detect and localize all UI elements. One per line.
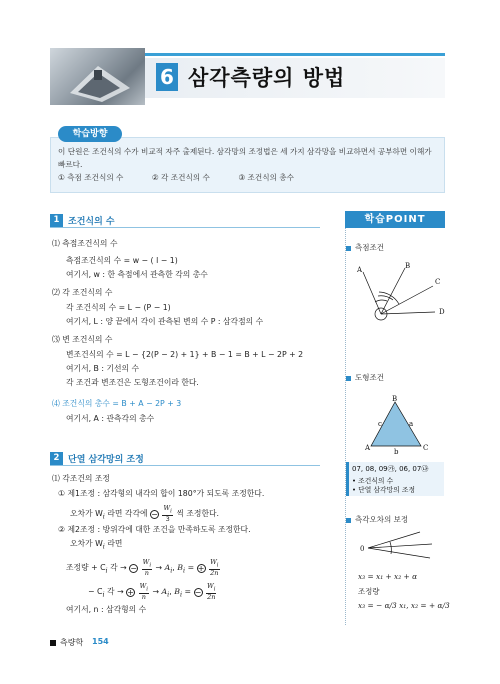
objective-item: ② 각 조건식의 수 [151,173,210,182]
chapter-number: 6 [156,63,178,91]
error-text: 오차가 W [70,539,103,548]
adjustment-label: 조정량 + C [66,563,106,573]
formula-note: 여기서, B : 기선의 수 [66,364,140,373]
error-formula: x₃ = − α/3 x₁, x₂ = + α/3 [358,601,450,610]
footer-page-number: 154 [92,637,109,646]
figure-point-label: A [357,266,363,274]
formula-side-condition: 변조건식의 수 = L − {2(P − 2) + 1} + B − 1 = B + L − 2P + 2 [66,350,304,359]
figure-origin-label: 0 [360,545,365,553]
formula-note: 각 조건과 변조건은 도형조건이라 한다. [66,378,199,387]
formula-angle-condition: 각 조건식의 수 = L − (P − 1) [66,303,171,312]
objective-item: ① 측점 조건식의 수 [58,173,124,182]
figure-side-label: a [409,420,414,428]
exam-years: 07, 08, 09㉮, 06, 07㉯ [352,465,429,473]
sidebar-label-figure-condition: 도형조건 [346,372,384,383]
error-text: 오차가 W [70,509,103,519]
survey-photo-illustration [50,48,145,105]
formula-note: 여기서, w : 한 측점에서 관측한 각의 총수 [66,270,208,279]
adjustment-step-1: ① 제1조정 : 삼각형의 내각의 합이 180°가 되도록 조정한다. [58,489,265,498]
chapter-title: 삼각측량의 방법 [188,66,346,90]
fraction: $\frac{W_i}{n}$ [142,558,152,578]
figure-point-label: B [405,262,411,270]
adjustment-step-2: ② 제2조정 : 방위각에 대한 조건을 만족하도록 조정한다. [58,525,251,534]
adjustment-formula-minus: − $C_i$ 각 → + $\frac{W_i}{n}$ → $A_i$, $B_i$ = − $\frac{W_i}{2n}$ [88,582,216,602]
adjustment-formula-plus: 조정량 + $C_i$ 각 → − $\frac{W_i}{n}$ → $A_i$, $B_i$ = + $\frac{W_i}{2n}$ [66,558,219,578]
fraction: $\frac{W_i}{3}$ [163,504,172,524]
adjustment-label: − C [88,587,103,597]
learning-objectives-tag: 학습방향 [58,126,122,142]
objective-item: ③ 조건식의 총수 [238,173,294,182]
error-text: 라면 [107,539,123,548]
error-formula-label: 조정량 [358,587,380,596]
station-condition-figure [355,262,445,330]
section-title: 조건식의 수 [68,217,115,227]
error-text: 라면 각각에 [107,509,148,519]
header-accent-stripe [145,53,445,56]
subsection-heading-total: ⑷ 조건식의 총수 = B + A − 2P + 3 [52,399,182,408]
learning-point-heading: 학습POINT [345,211,445,228]
learning-objectives-items [58,172,440,183]
figure-side-label: c [378,420,382,428]
section-heading-single-chain [50,452,320,466]
minus-circle-icon: − [151,509,158,519]
formula-note: 여기서, L : 양 끝에서 각이 관측된 변의 수 P : 삼각점의 수 [66,317,264,326]
sidebar-label-angle-error: 측각오차의 보정 [346,514,408,525]
figure-point-label: C [423,444,429,452]
minus-circle-icon: − [194,587,202,597]
minus-circle-icon: − [130,563,137,573]
fraction: $\frac{W_i}{n}$ [139,582,148,602]
exam-topic: • 단열 삼각망의 조정 [352,486,416,494]
adjustment-error-2: 오차가 $W_i$ 라면 [70,539,123,551]
figure-point-label: C [435,278,441,286]
adjustment-label: 각 [110,563,118,573]
section-heading-condition-count [50,214,320,228]
learning-objectives-description: 이 단원은 조건식의 수가 비교적 자주 출제된다. 삼각망의 조정법은 세 가지 삼각망을 비교하면서 공부하면 이해가 빠르다. [58,147,432,169]
figure-point-label: B [392,395,398,403]
chapter-header-photo [50,48,145,105]
figure-side-label: b [394,448,399,456]
error-text: 씩 조정한다. [176,509,220,519]
formula-station-condition: 측점조건식의 수 = w − ( l − 1) [66,256,178,265]
plus-circle-icon: + [197,563,205,573]
subsection-heading: ⑴ 각조건의 조정 [52,474,110,483]
footer-book-title: 측량학 [60,638,84,647]
subsection-heading: ⑴ 측점조건식의 수 [52,239,118,248]
subsection-heading: ⑵ 각 조건식의 수 [52,288,113,297]
fraction: $\frac{W_i}{2n}$ [210,558,219,578]
section-title: 단열 삼각망의 조정 [68,455,144,465]
column-divider [345,213,346,625]
subsection-heading: ⑶ 변 조건식의 수 [52,335,113,344]
fraction: $\frac{W_i}{2n}$ [207,582,216,602]
footer-square-icon [50,640,56,646]
formula-note: 여기서, n : 삼각형의 수 [66,605,147,614]
plus-circle-icon: + [127,587,134,597]
figure-point-label: D [439,308,445,316]
adjustment-error-1: 오차가 $W_i$ 라면 각각에 − $\frac{W_i}{3}$ 씩 조정한다. [70,504,220,524]
section-number: 2 [50,452,63,465]
triangle-figure [365,395,435,456]
sidebar-label-station-condition: 측점조건 [346,242,384,253]
formula-note: 여기서, A : 관측각의 총수 [66,414,155,423]
adjustment-label: 각 [107,587,115,597]
figure-point-label: A [365,444,371,452]
error-formula: x₃ = x₁ + x₂ + α [358,572,418,581]
angle-error-figure [360,530,440,564]
exam-topic: • 조건식의 수 [352,477,394,485]
section-number: 1 [50,214,63,227]
